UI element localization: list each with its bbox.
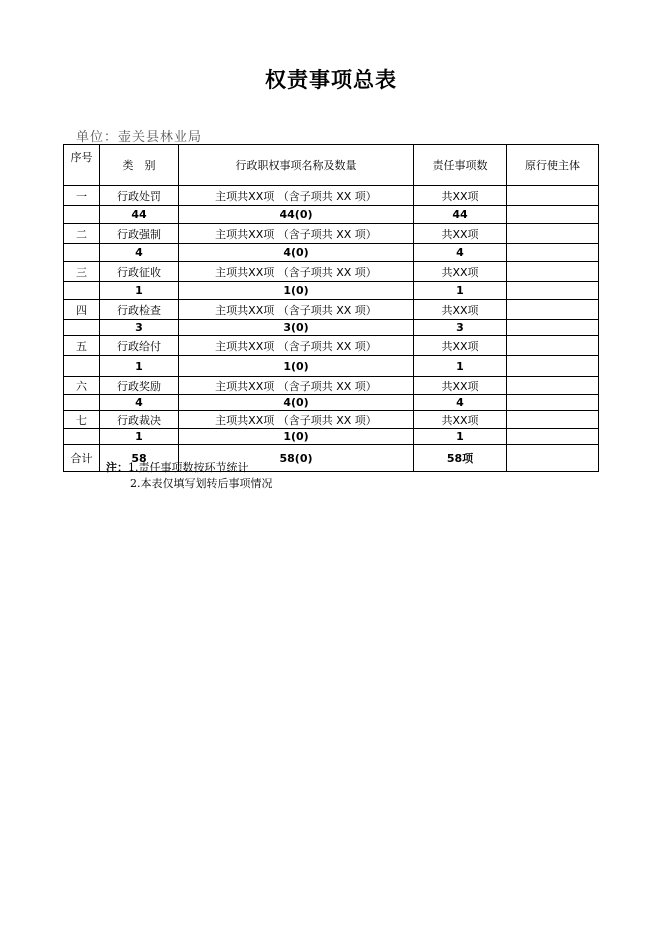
row-name: 主项共XX项 （含子项共 XX 项）: [179, 300, 414, 320]
count-responsibility: 4: [414, 244, 507, 262]
count-name: 4(0): [179, 244, 414, 262]
row-seq: 六: [64, 377, 100, 395]
row-name: 主项共XX项 （含子项共 XX 项）: [179, 411, 414, 429]
table-count-row: [64, 320, 599, 336]
count-name: 1(0): [179, 282, 414, 300]
table-count-row: [64, 356, 599, 377]
count-subject: [507, 395, 599, 411]
row-category: 行政检查: [100, 300, 179, 320]
count-seq: [64, 282, 100, 300]
total-category: 58: [100, 445, 179, 472]
row-category: 行政给付: [100, 336, 179, 356]
total-label: 合计: [64, 445, 100, 472]
header-category: 类 别: [100, 145, 179, 186]
count-name: 44(0): [179, 206, 414, 224]
note-line-2: 2.本表仅填写划转后事项情况: [130, 477, 273, 490]
table-row: [64, 300, 599, 320]
row-responsibility: 共XX项: [414, 262, 507, 282]
unit-label: 单位：壶关县林业局: [76, 130, 203, 145]
count-name: 4(0): [179, 395, 414, 411]
table-count-row: [64, 244, 599, 262]
count-category: 4: [100, 244, 179, 262]
count-name: 1(0): [179, 429, 414, 445]
row-responsibility: 共XX项: [414, 377, 507, 395]
row-seq: 四: [64, 300, 100, 320]
row-seq: 三: [64, 262, 100, 282]
row-category: 行政裁决: [100, 411, 179, 429]
table-count-row: [64, 282, 599, 300]
row-subject: [507, 377, 599, 395]
header-seq: 序号: [64, 145, 100, 186]
row-category: 行政处罚: [100, 186, 179, 206]
count-responsibility: 4: [414, 395, 507, 411]
table-row: [64, 377, 599, 395]
row-seq: 二: [64, 224, 100, 244]
authority-summary-table: [63, 144, 599, 472]
count-responsibility: 1: [414, 282, 507, 300]
count-category: 3: [100, 320, 179, 336]
count-category: 1: [100, 356, 179, 377]
count-subject: [507, 356, 599, 377]
row-seq: 一: [64, 186, 100, 206]
table-count-row: [64, 429, 599, 445]
row-responsibility: 共XX项: [414, 300, 507, 320]
note-text-1: 1.责任事项数按环节统计: [128, 461, 249, 474]
row-category: 行政征收: [100, 262, 179, 282]
header-subject: 原行使主体: [507, 145, 599, 186]
table-row: [64, 224, 599, 244]
count-seq: [64, 429, 100, 445]
count-responsibility: 1: [414, 429, 507, 445]
count-seq: [64, 206, 100, 224]
total-subject: [507, 445, 599, 472]
row-subject: [507, 224, 599, 244]
count-seq: [64, 320, 100, 336]
row-subject: [507, 300, 599, 320]
total-responsibility: 58项: [414, 445, 507, 472]
count-category: 44: [100, 206, 179, 224]
row-subject: [507, 186, 599, 206]
row-name: 主项共XX项 （含子项共 XX 项）: [179, 262, 414, 282]
row-name: 主项共XX项 （含子项共 XX 项）: [179, 186, 414, 206]
count-category: 4: [100, 395, 179, 411]
count-name: 1(0): [179, 356, 414, 377]
count-name: 3(0): [179, 320, 414, 336]
count-subject: [507, 429, 599, 445]
row-name: 主项共XX项 （含子项共 XX 项）: [179, 336, 414, 356]
header-responsibility: 责任事项数: [414, 145, 507, 186]
row-responsibility: 共XX项: [414, 336, 507, 356]
row-name: 主项共XX项 （含子项共 XX 项）: [179, 377, 414, 395]
notes: [106, 460, 273, 492]
table-row: [64, 336, 599, 356]
count-seq: [64, 395, 100, 411]
row-responsibility: 共XX项: [414, 224, 507, 244]
row-seq: 七: [64, 411, 100, 429]
count-responsibility: 44: [414, 206, 507, 224]
table-row: [64, 411, 599, 429]
count-seq: [64, 244, 100, 262]
table-row: [64, 262, 599, 282]
row-name: 主项共XX项 （含子项共 XX 项）: [179, 224, 414, 244]
page-title: 权责事项总表: [265, 68, 397, 92]
count-subject: [507, 320, 599, 336]
count-subject: [507, 282, 599, 300]
note-label: 注：: [106, 461, 128, 474]
count-category: 1: [100, 282, 179, 300]
row-subject: [507, 411, 599, 429]
count-subject: [507, 206, 599, 224]
note-line-1: [106, 460, 273, 476]
header-name: 行政职权事项名称及数量: [179, 145, 414, 186]
table-count-row: [64, 395, 599, 411]
table-row: [64, 186, 599, 206]
count-seq: [64, 356, 100, 377]
row-category: 行政奖励: [100, 377, 179, 395]
count-category: 1: [100, 429, 179, 445]
count-responsibility: 1: [414, 356, 507, 377]
table-count-row: [64, 206, 599, 224]
row-responsibility: 共XX项: [414, 186, 507, 206]
row-subject: [507, 262, 599, 282]
total-name: 58(0): [179, 445, 414, 472]
count-subject: [507, 244, 599, 262]
row-seq: 五: [64, 336, 100, 356]
table-header-row: [64, 145, 599, 186]
count-responsibility: 3: [414, 320, 507, 336]
row-subject: [507, 336, 599, 356]
row-category: 行政强制: [100, 224, 179, 244]
row-responsibility: 共XX项: [414, 411, 507, 429]
